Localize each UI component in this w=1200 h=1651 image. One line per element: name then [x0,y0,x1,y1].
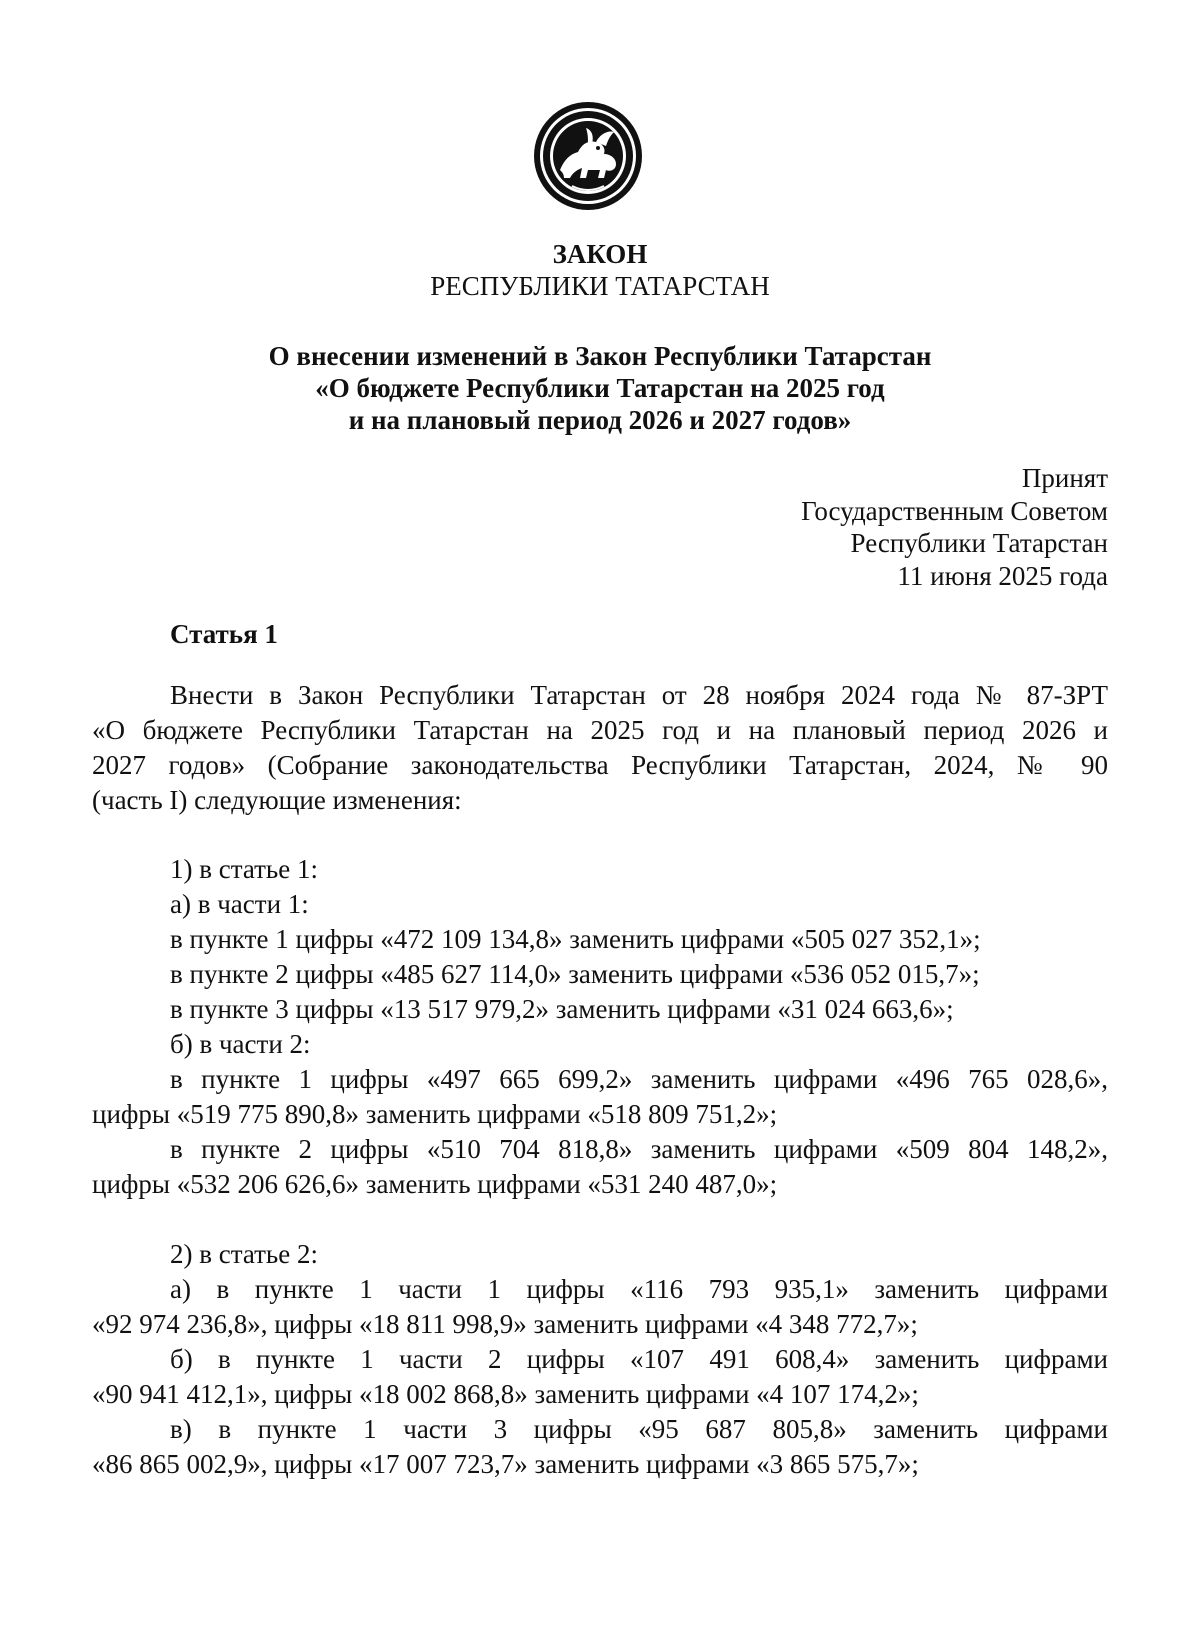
amendment-line: «90 941 412,1», цифры «18 002 868,8» заменить цифрами «4 107 174,2»; [92,1379,919,1409]
adoption-line: Республики Татарстан [850,528,1108,558]
amendment-line: б) в части 2: [170,1029,311,1059]
law-republic: РЕСПУБЛИКИ ТАТАРСТАН [430,271,770,301]
intro-line: Внести в Закон Республики Татарстан от 28 ноября 2024 года № 87-ЗРТ [170,680,1108,710]
amendment-line: в пункте 3 цифры «13 517 979,2» заменить цифрами «31 024 663,6»; [170,994,954,1024]
amendment-line: цифры «519 775 890,8» заменить цифрами «518 809 751,2»; [92,1099,778,1129]
intro-line: (часть I) следующие изменения: [92,785,462,815]
law-title: ЗАКОН [552,239,648,269]
adoption-line: Принят [1021,463,1108,493]
article-heading: Статья 1 [170,619,278,649]
tatarstan-coat-of-arms-icon [532,100,644,212]
article-intro [92,678,1108,818]
adoption-line: Государственным Советом [801,495,1108,526]
amendment-line: в пункте 2 цифры «510 704 818,8» заменить цифрами «509 804 148,2», [170,1134,1108,1164]
amendment-line: «92 974 236,8», цифры «18 811 998,9» заменить цифрами «4 348 772,7»; [92,1309,918,1339]
amendment-item-1 [92,852,1108,1202]
intro-line: «О бюджете Республики Татарстан на 2025 год и на плановый период 2026 и [92,715,1108,745]
amendment-item-2 [92,1237,1108,1482]
amendment-line: цифры «532 206 626,6» заменить цифрами «531 240 487,0»; [92,1169,778,1199]
amendment-line: а) в пункте 1 части 1 цифры «116 793 935,1» заменить цифрами [170,1274,1108,1304]
amendment-line: 1) в статье 1: [170,854,318,884]
adoption-note [801,462,1108,592]
law-subject-line: «О бюджете Республики Татарстан на 2025 год [315,373,885,403]
amendment-line: в) в пункте 1 части 3 цифры «95 687 805,8» заменить цифрами [170,1414,1108,1444]
amendment-line: б) в пункте 1 части 2 цифры «107 491 608,4» заменить цифрами [170,1344,1108,1374]
amendment-line: в пункте 2 цифры «485 627 114,0» заменить цифрами «536 052 015,7»; [170,959,980,989]
amendment-line: в пункте 1 цифры «497 665 699,2» заменить цифрами «496 765 028,6», [170,1064,1108,1094]
law-subject [0,340,1200,436]
adoption-date: 11 июня 2025 года [897,560,1108,591]
amendment-line: 2) в статье 2: [170,1239,318,1269]
amendment-line: а) в части 1: [170,889,309,919]
amendment-line: «86 865 002,9», цифры «17 007 723,7» заменить цифрами «3 865 575,7»; [92,1449,919,1479]
intro-line: 2027 годов» (Собрание законодательства Республики Татарстан, 2024, № 90 [92,750,1108,780]
law-subject-line: О внесении изменений в Закон Республики Татарстан [268,341,932,371]
law-subject-line: и на плановый период 2026 и 2027 годов» [348,405,852,435]
amendment-line: в пункте 1 цифры «472 109 134,8» заменить цифрами «505 027 352,1»; [170,924,981,954]
